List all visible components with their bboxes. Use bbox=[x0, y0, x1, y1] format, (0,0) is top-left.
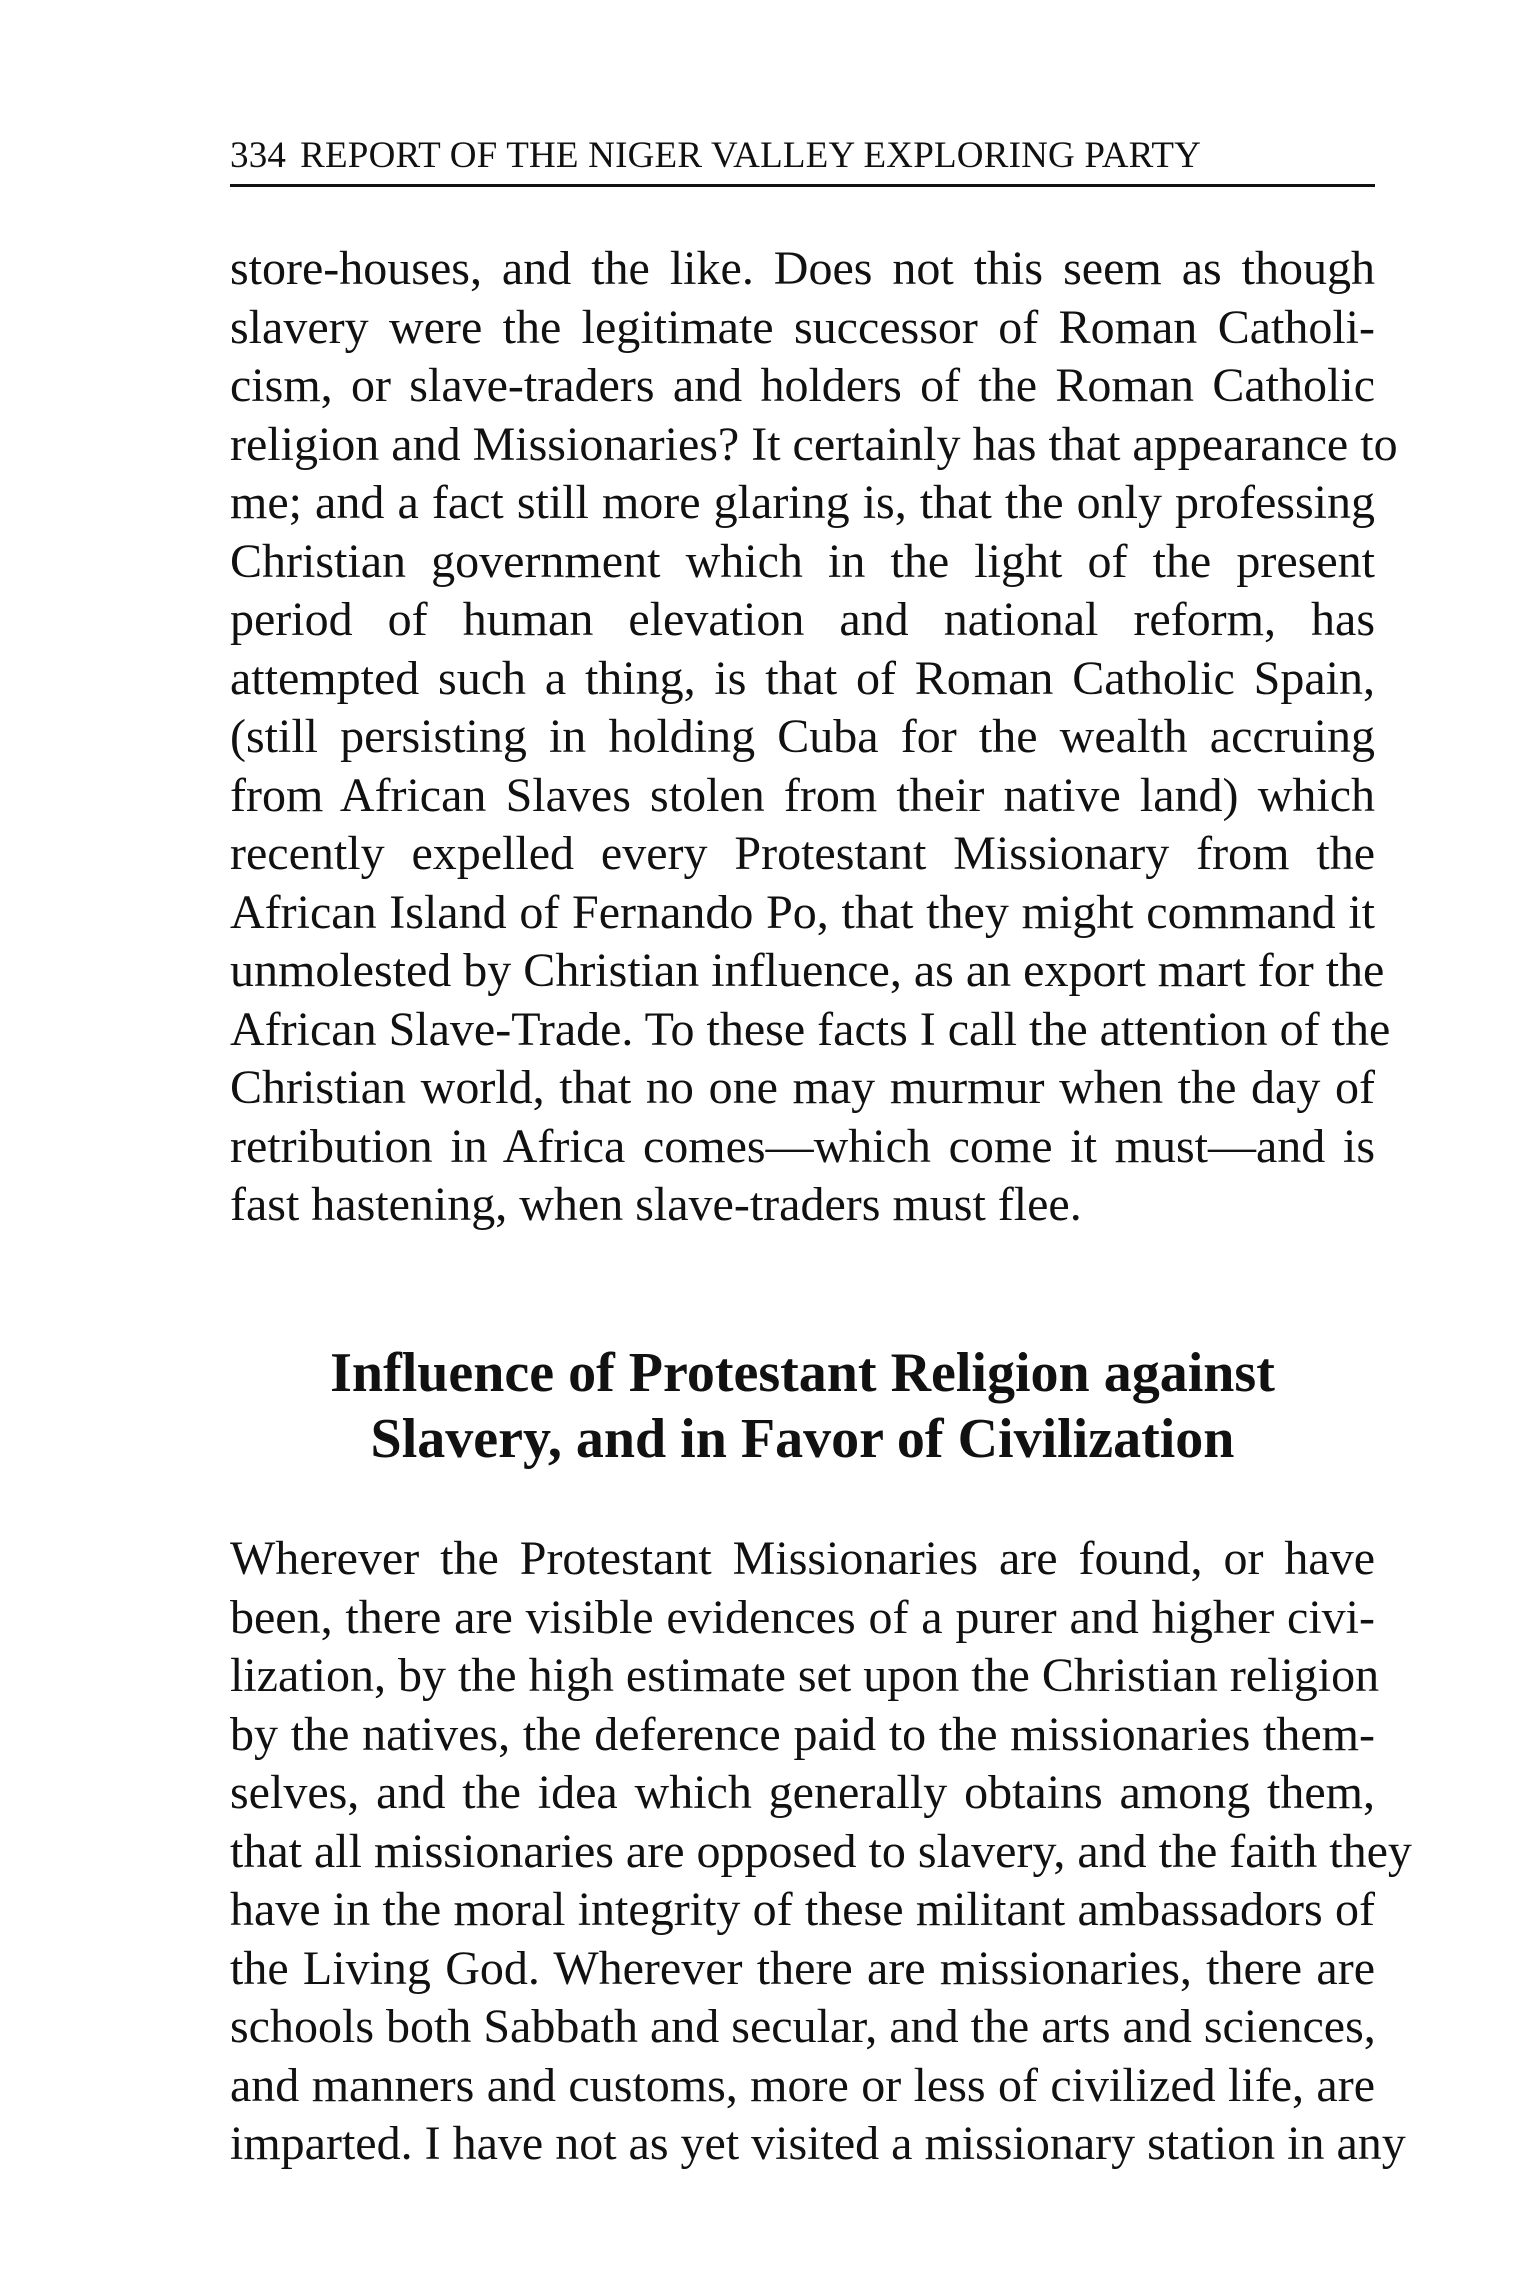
text-line: the Living God. Wherever there are missionaries, there are bbox=[230, 1941, 1375, 1995]
text-line: Christian world, that no one may murmur when the day of bbox=[230, 1061, 1375, 1114]
text-line: and manners and customs, more or less of civilized life, are bbox=[230, 2058, 1375, 2112]
text-line: been, there are visible evidences of a purer and higher civi- bbox=[230, 1590, 1375, 1644]
text-line: schools both Sabbath and secular, and the arts and sciences, bbox=[230, 2000, 1376, 2053]
section-heading-line: Slavery, and in Favor of Civilization bbox=[370, 1408, 1235, 1470]
text-line: unmolested by Christian influence, as an export mart for the bbox=[230, 944, 1385, 997]
text-line: attempted such a thing, is that of Roman Catholic Spain, bbox=[230, 651, 1375, 705]
text-line: retribution in Africa comes—which come it must—and is bbox=[230, 1119, 1375, 1173]
text-line: imparted. I have not as yet visited a missionary station in any bbox=[230, 2117, 1406, 2170]
text-line: African Island of Fernando Po, that they might command it bbox=[230, 885, 1375, 939]
text-line: period of human elevation and national reform, has bbox=[230, 593, 1375, 646]
text-line: Wherever the Protestant Missionaries are found, or have bbox=[230, 1532, 1375, 1585]
text-line: selves, and the idea which generally obtains among them, bbox=[230, 1766, 1375, 1819]
running-title: REPORT OF THE NIGER VALLEY EXPLORING PARTY bbox=[300, 135, 1202, 176]
text-line: religion and Missionaries? It certainly has that appearance to bbox=[230, 417, 1398, 471]
section-heading bbox=[230, 1340, 1375, 1472]
text-line: recently expelled every Protestant Missionary from the bbox=[230, 827, 1375, 880]
text-line: store-houses, and the like. Does not this seem as though bbox=[230, 242, 1375, 295]
text-line: lization, by the high estimate set upon the Christian religion bbox=[230, 1649, 1380, 1702]
text-line: have in the moral integrity of these militant ambassadors of bbox=[230, 1883, 1375, 1936]
section-heading-line: Influence of Protestant Religion against bbox=[330, 1342, 1275, 1404]
text-line: from African Slaves stolen from their native land) which bbox=[230, 768, 1375, 822]
text-line: cism, or slave-traders and holders of the Roman Catholic bbox=[230, 359, 1375, 412]
paragraph bbox=[230, 1530, 1412, 2174]
text-line: Christian government which in the light of the present bbox=[230, 534, 1375, 588]
text-line: that all missionaries are opposed to slavery, and the faith they bbox=[230, 1824, 1412, 1878]
text-line: fast hastening, when slave-traders must flee. bbox=[230, 1178, 1082, 1231]
page-number: 334 bbox=[230, 135, 287, 176]
text-line: slavery were the legitimate successor of Roman Catholi- bbox=[230, 300, 1375, 354]
paragraph-continued bbox=[230, 240, 1398, 1235]
running-header bbox=[230, 128, 1375, 187]
text-line: me; and a fact still more glaring is, that the only professing bbox=[230, 476, 1375, 529]
text-line: African Slave-Trade. To these facts I call the attention of the bbox=[230, 1002, 1391, 1056]
text-line: by the natives, the deference paid to the missionaries them- bbox=[230, 1707, 1375, 1761]
text-line: (still persisting in holding Cuba for the wealth accruing bbox=[230, 710, 1375, 763]
